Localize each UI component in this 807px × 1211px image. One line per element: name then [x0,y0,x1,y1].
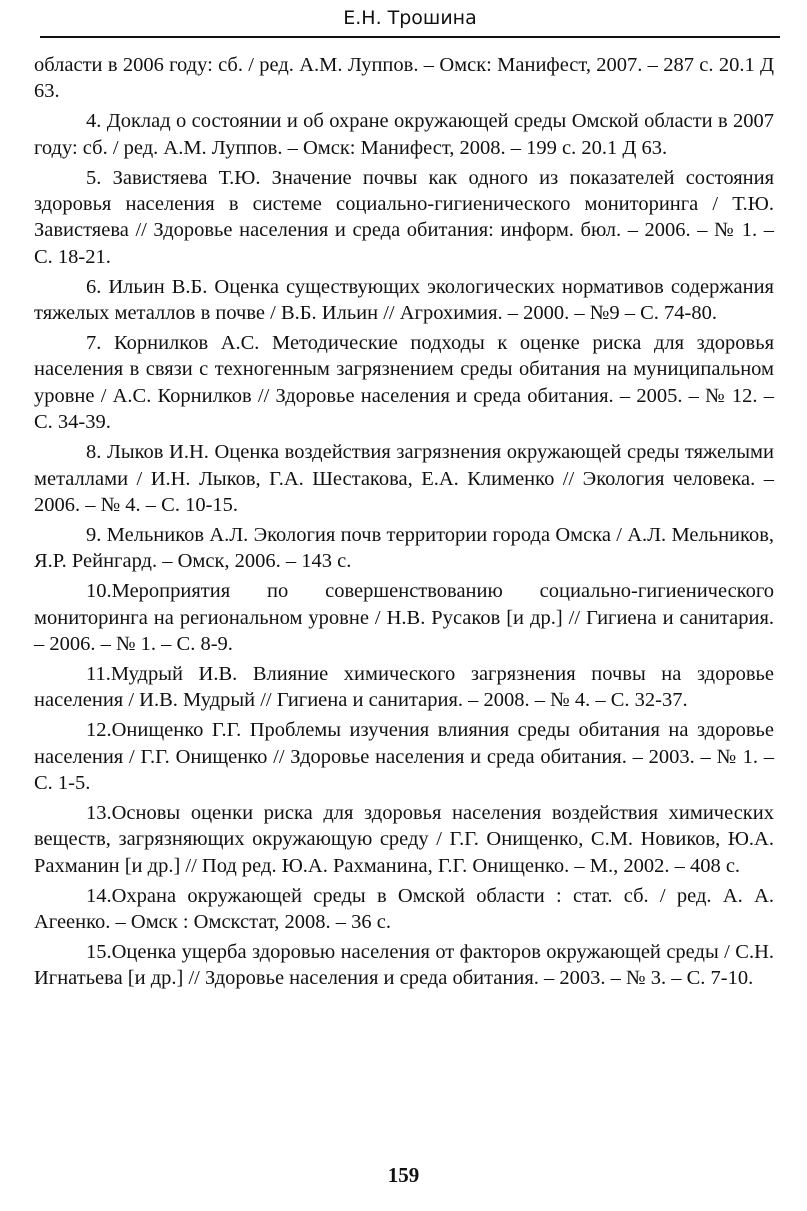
reference-entry-7: 7. Корнилков А.С. Методические подходы к оценке риска для здоровья населения в связи с техногенным загрязнением среды обитания на муниципальном уровне / А.С. Корнилков // Здоровье населения и среда обитания. – 2005. – № 12. – С. 34-39. [34,332,774,434]
reference-entry-12: 12.Онищенко Г.Г. Проблемы изучения влияния среды обитания на здоровье населения / Г.Г. Онищенко // Здоровье населения и среда обитания. – 2003. – № 1. – С. 1-5. [34,719,774,795]
reference-entry-10: 10.Мероприятия по совершенствованию социально-гигиенического мониторинга на региональном уровне / Н.В. Русаков [и др.] // Гигиена и санитария. – 2006. – № 1. – С. 8-9. [34,580,774,656]
reference-entry-9: 9. Мельников А.Л. Экология почв территории города Омска / А.Л. Мельников, Я.Р. Рейнгард. – Омск, 2006. – 143 с. [34,523,774,573]
running-header-author: Е.Н. Трошина [40,0,780,38]
reference-entry-continued: области в 2006 году: сб. / ред. А.М. Луппов. – Омск: Манифест, 2007. – 287 с. 20.1 Д 63. [34,54,774,103]
page-number: 159 [387,1163,420,1187]
reference-entry-8: 8. Лыков И.Н. Оценка воздействия загрязнения окружающей среды тяжелыми металлами / И.Н. Лыков, Г.А. Шестакова, Е.А. Клименко // Экология человека. – 2006. – № 4. – С. 10-15. [34,441,774,516]
reference-entry-14: 14.Охрана окружающей среды в Омской области : стат. сб. / ред. А. А. Агеенко. – Омск : Омскстат, 2008. – 36 с. [34,884,774,934]
reference-entry-6: 6. Ильин В.Б. Оценка существующих экологических нормативов содержания тяжелых металлов в почве / В.Б. Ильин // Агрохимия. – 2000. – №9 – С. 74-80. [34,275,774,325]
reference-entry-11: 11.Мудрый И.В. Влияние химического загрязнения почвы на здоровье населения / И.В. Мудрый // Гигиена и санитария. – 2008. – № 4. – С. 32-37. [34,662,774,712]
reference-entry-4: 4. Доклад о состоянии и об охране окружающей среды Омской области в 2007 году: сб. / ред. А.М. Луппов. – Омск: Манифест, 2008. – 199 с. 20.1 Д 63. [34,110,774,159]
reference-list [34,52,774,995]
reference-entry-13: 13.Основы оценки риска для здоровья населения воздействия химических веществ, загрязняющих окружающую среду / Г.Г. Онищенко, С.М. Новиков, Ю.А. Рахманин [и др.] // Под ред. Ю.А. Рахманина, Г.Г. Онищенко. – М., 2002. – 408 с. [34,801,774,877]
reference-entry-5: 5. Завистяева Т.Ю. Значение почвы как одного из показателей состояния здоровья населения в системе социально-гигиенического мониторинга / Т.Ю. Завистяева // Здоровье населения и среда обитания: информ. бюл. – 2006. – № 1. – С. 18-21. [34,166,774,268]
reference-entry-15: 15.Оценка ущерба здоровью населения от факторов окружающей среды / С.Н. Игнатьева [и др.] // Здоровье населения и среда обитания. – 2003. – № 3. – С. 7-10. [34,941,774,990]
